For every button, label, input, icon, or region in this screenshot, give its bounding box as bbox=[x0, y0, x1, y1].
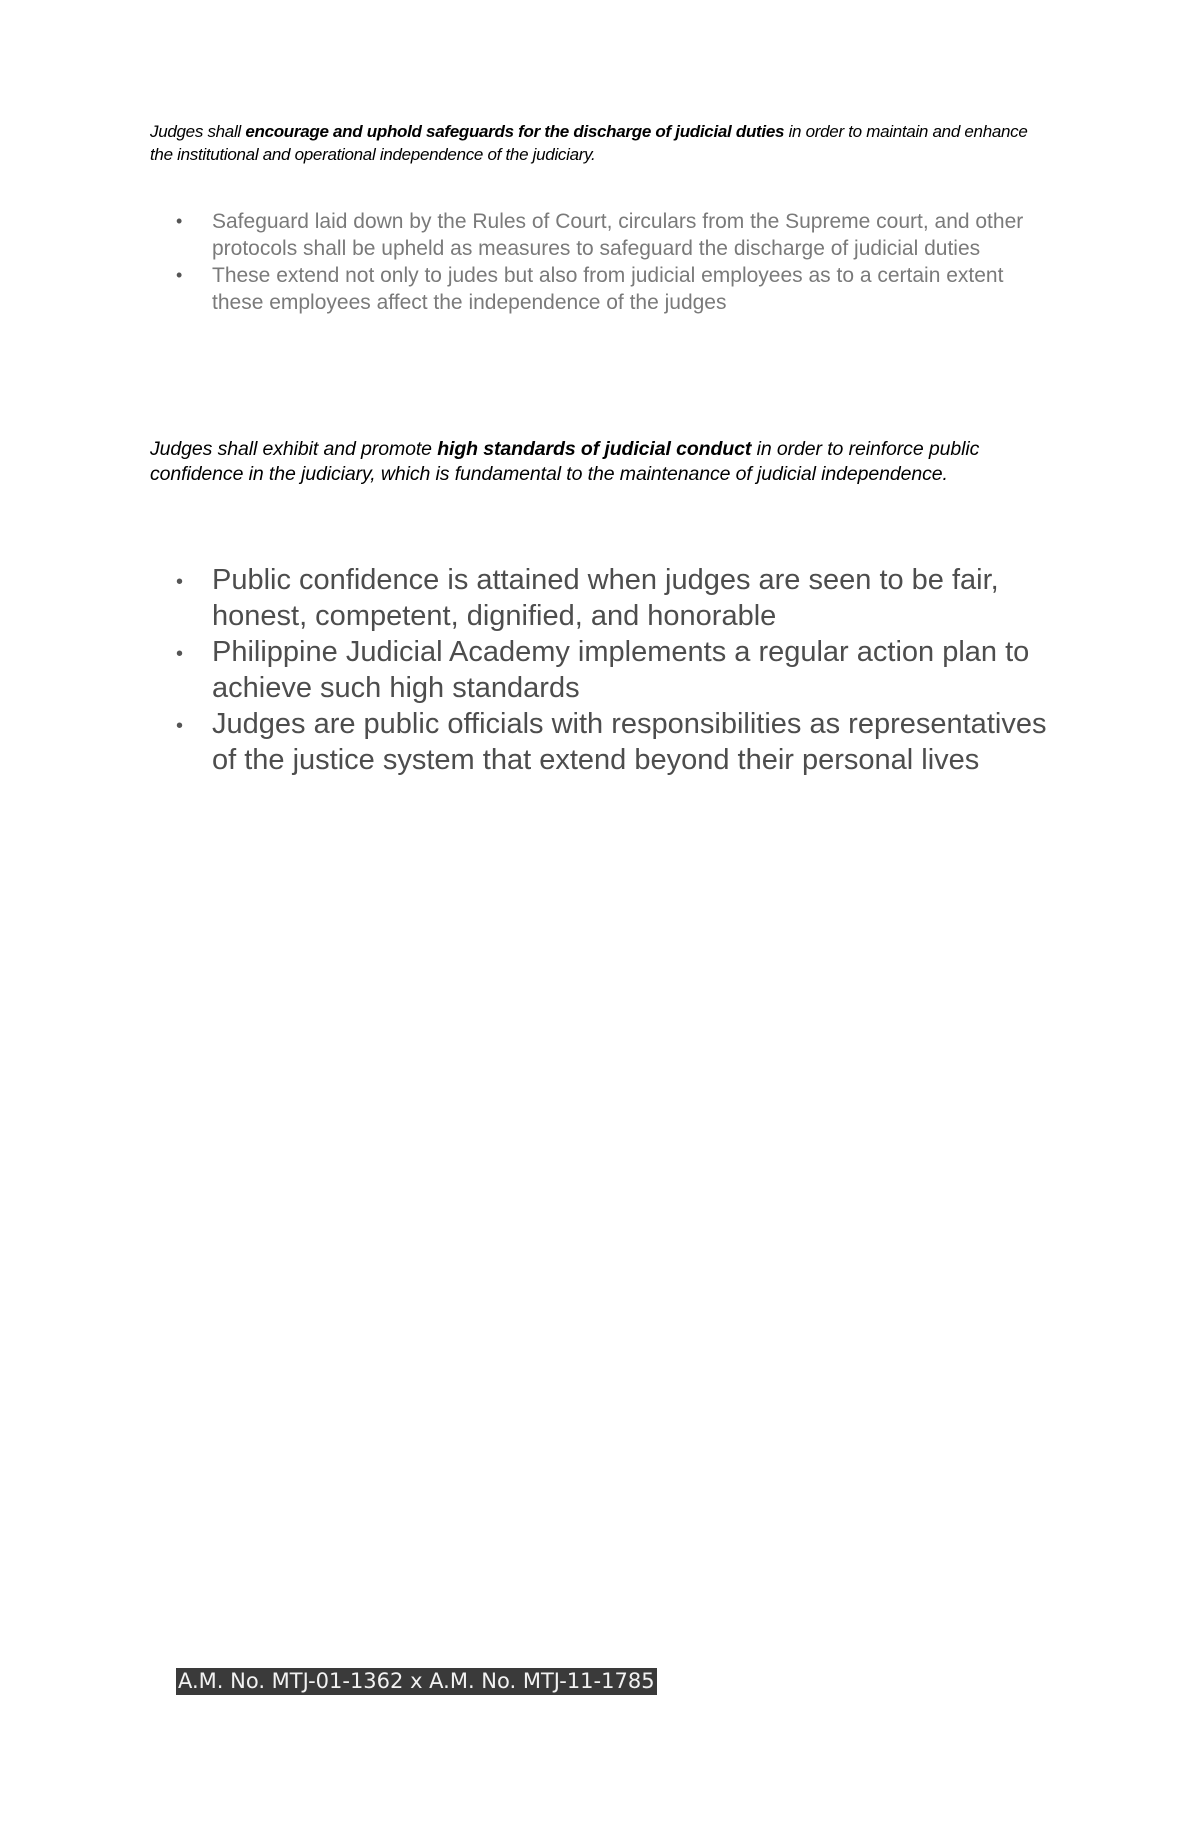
list-item bbox=[170, 262, 1050, 316]
list-item-text: These extend not only to judes but also from judicial employees as to a certain extent these employees affect the independence of the judges bbox=[212, 264, 1004, 314]
list-item bbox=[170, 706, 1050, 778]
bullet-icon: • bbox=[176, 571, 184, 593]
section2-bullet-list bbox=[170, 562, 1050, 778]
section1-intro-paragraph bbox=[150, 120, 1030, 166]
bullet-icon: • bbox=[176, 265, 183, 285]
bullet-icon: • bbox=[176, 715, 184, 737]
section2-intro-after: in order to reinforce public confidence in the judiciary, which is fundamental to the maintenance of judicial independence. bbox=[150, 438, 980, 485]
list-item-text: Philippine Judicial Academy implements a regular action plan to achieve such high standards bbox=[212, 636, 1030, 704]
section2-intro-bold: high standards of judicial conduct bbox=[437, 438, 752, 460]
list-item bbox=[170, 562, 1050, 634]
section1-intro-before: Judges shall bbox=[150, 122, 246, 141]
list-item-text: Safeguard laid down by the Rules of Court, circulars from the Supreme court, and other protocols shall be upheld as measures to safeguard the discharge of judicial duties bbox=[212, 210, 1024, 260]
list-item bbox=[170, 634, 1050, 706]
section1-intro-after: in order to maintain and enhance the institutional and operational independence of the judiciary. bbox=[150, 122, 1028, 164]
bullet-icon: • bbox=[176, 643, 184, 665]
section1-intro-bold: encourage and uphold safeguards for the discharge of judicial duties bbox=[245, 122, 785, 141]
case-reference-label: A.M. No. MTJ-01-1362 x A.M. No. MTJ-11-1785 bbox=[178, 1669, 655, 1693]
list-item-text: Public confidence is attained when judges are seen to be fair, honest, competent, dignified, and honorable bbox=[212, 564, 999, 632]
section2-intro-paragraph bbox=[150, 437, 1030, 487]
list-item-text: Judges are public officials with responsibilities as representatives of the justice system that extend beyond their personal lives bbox=[212, 708, 1047, 776]
bullet-icon: • bbox=[176, 211, 183, 231]
section1-bullet-list bbox=[170, 208, 1050, 316]
section2-intro-before: Judges shall exhibit and promote bbox=[150, 438, 438, 460]
list-item bbox=[170, 208, 1050, 262]
